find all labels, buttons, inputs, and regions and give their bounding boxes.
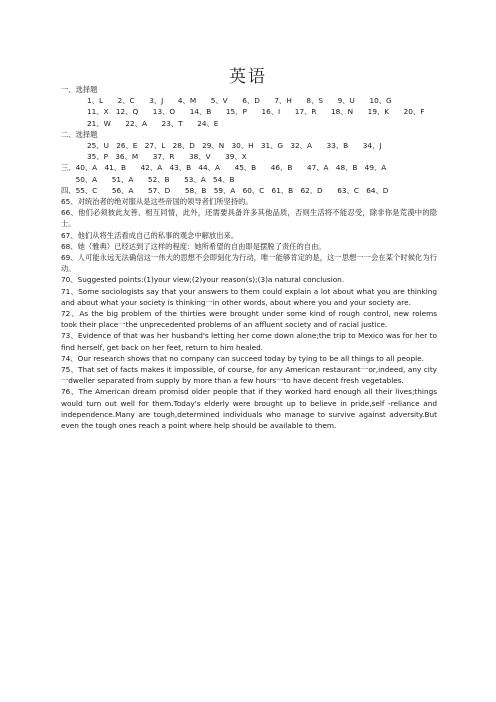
translation-paragraph: 74、Our research shows that no company can succeed today by tying to be all things to all people. bbox=[61, 353, 424, 363]
section-heading-1: 一、选择题 bbox=[61, 85, 98, 94]
writing-paragraph: 70、Suggested points:(1)your view;(2)your reason(s);(3)a natural conclusion. bbox=[61, 275, 345, 285]
answer-row: 11、X 12、Q 13、O 14、B 15、P 16、I 17、R 18、N 19、K 20、F bbox=[87, 107, 425, 117]
answer-row: 四、55、C 56、A 57、D 58、B 59、A 60、C 61、B 62、D 63、C 64、D bbox=[61, 185, 389, 195]
answer-row: 三、40、A 41、B 42、A 43、B 44、A 45、B 46、B 47、A 48、B 49、A bbox=[61, 163, 387, 173]
page-title: 英语 bbox=[229, 67, 267, 87]
answer-row: 50、A 51、A 52、B 53、A 54、B bbox=[61, 174, 235, 184]
answer-row: 1、L 2、C 3、J 4、M 5、V 6、D 7、H 8、S 9、U 10、G bbox=[87, 96, 392, 106]
translation-paragraph: 71、Some sociologists say that your answers to them could explain a lot about what you are thinking and about what your society is thinking一in other words, about where you and your society are. bbox=[61, 286, 437, 307]
translation-paragraph: 72、As the big problem of the thirties were brought under some kind of rough control, new rolems took their place一the unprecedented problems of an affluent society and of racial justice. bbox=[61, 309, 437, 330]
section-heading-2: 二、选择题 bbox=[61, 129, 98, 139]
translation-paragraph: 73、Evidence of that was her husband's letting her come down alone;the trip to Mexico was for her to find herself, get back on her feet, return to him healed. bbox=[61, 331, 437, 352]
translation-paragraph: 76、The American dream promisd older people that if they worked hard enough all their lives;things would turn out well for them.Today's elderly were brought up to believe in pride,self -reliance and independence.Many are tough,determined individuals who manage to survive against adversity.But even the tough ones reach a point where help should be available to them. bbox=[61, 387, 437, 431]
translation-paragraph: 67、他们从将生活看成自己的私事的观念中解放出来。 bbox=[61, 230, 239, 240]
answer-row: 25、U 26、E 27、L 28、D 29、N 30、H 31、G 32、A 33、B 34、J bbox=[87, 141, 382, 151]
translation-paragraph: 69、人可能永远无法确信这一伟大的思想不会即刻化为行动，唯一能够肯定的是，这一思想一一会在某个时候化为行动。 bbox=[61, 253, 437, 274]
answer-row: 21、W 22、A 23、T 24、E bbox=[87, 118, 219, 128]
translation-paragraph: 68、她（雅典）已经达到了这样的程度：她所希望的自由即是摆脱了责任的自由。 bbox=[61, 241, 326, 251]
translation-paragraph: 66、他们必须彼此友善、相互同情，此外，还需要具备许多其他品质，否则生活将不能忍受，除非你是荒漠中的隐士。 bbox=[61, 208, 437, 229]
answer-row: 35、P 36、M 37、R 38、V 39、X bbox=[87, 152, 247, 162]
answer-key-body bbox=[61, 84, 437, 431]
translation-paragraph: 65、对统治者的绝对服从是这些帝国的领导者们所坚持的。 bbox=[61, 197, 253, 207]
translation-paragraph: 75、That set of facts makes it impossible, of course, for any American restaurant一or,indeed, any city一dweller separated from supply by more than a few hours一to have decent fresh vegetables. bbox=[61, 365, 437, 386]
